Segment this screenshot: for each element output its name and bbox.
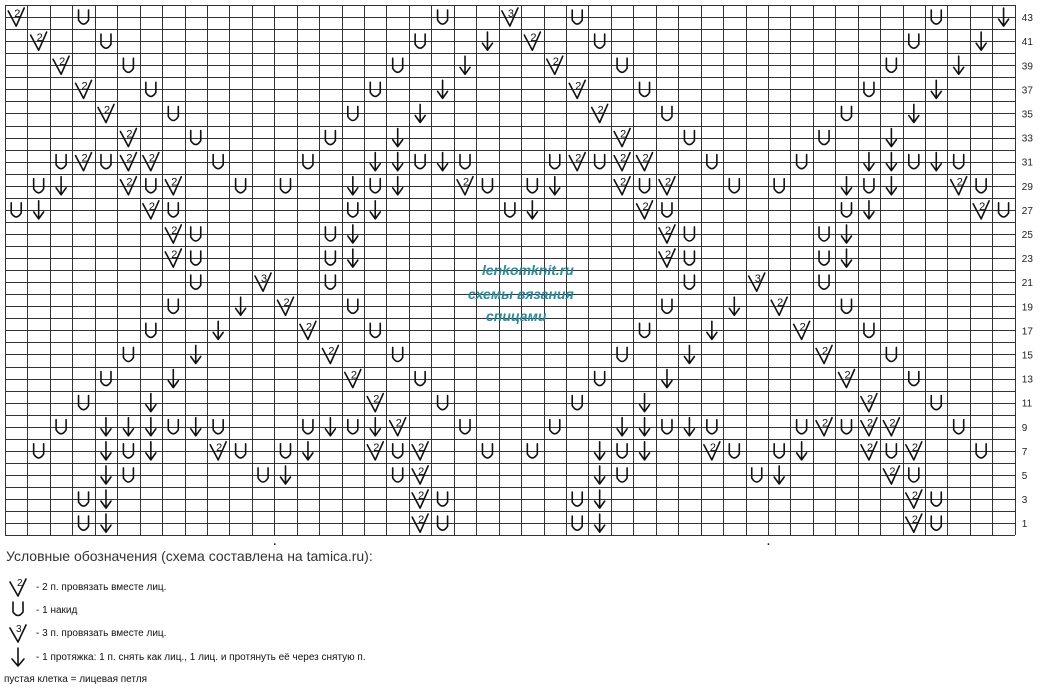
arrow-down-icon	[370, 418, 380, 436]
decrease-count-label: 2	[171, 249, 178, 261]
decrease-count-label: 2	[126, 176, 133, 189]
decrease-count-label: 2	[171, 176, 178, 189]
yarn-over-icon	[101, 155, 111, 169]
arrow-down-icon	[101, 466, 111, 484]
row-label: 27	[1021, 205, 1033, 217]
decrease-count-label: 2	[283, 297, 290, 310]
yarn-over-icon	[707, 420, 717, 434]
arrow-down-icon	[864, 201, 874, 219]
decrease-count-label: 2	[799, 321, 806, 334]
arrow-down-icon	[886, 153, 896, 171]
yarn-over-icon	[976, 444, 986, 458]
decrease-count-label: 2	[642, 200, 649, 213]
decrease-count-label: 2	[575, 80, 582, 93]
arrow-down-icon	[101, 418, 111, 436]
row-label: 33	[1021, 133, 1033, 145]
arrow-down-icon	[527, 201, 537, 219]
legend-item-k3tog	[6, 622, 166, 644]
yarn-over-icon	[819, 131, 829, 145]
arrow-down-icon	[146, 394, 156, 412]
decrease-count-label: 3	[507, 8, 515, 20]
decrease-count-label: 2	[911, 441, 918, 454]
decrease-count-label: 2	[418, 465, 425, 478]
yarn-over-icon	[236, 179, 246, 193]
row-label: 37	[1021, 85, 1033, 97]
yarn-over-icon	[213, 420, 223, 434]
yarn-over-icon	[438, 396, 448, 410]
arrow-down-icon	[886, 129, 896, 147]
row-label: 19	[1021, 302, 1033, 314]
yarn-over-icon	[617, 468, 627, 482]
yarn-over-icon	[886, 444, 896, 458]
row-label: 15	[1021, 350, 1033, 362]
arrow-down-icon	[595, 442, 605, 460]
row-label: 31	[1021, 157, 1033, 169]
decrease-count-label: 2	[709, 441, 716, 454]
decrease-count-label: 2	[81, 80, 88, 93]
row-label: 41	[1021, 37, 1033, 49]
yarn-over-icon	[393, 444, 403, 458]
row-label: 7	[1021, 446, 1028, 458]
decrease-count-label: 2	[664, 176, 672, 189]
arrow-down-icon	[842, 177, 852, 195]
decrease-count-label: 2	[620, 128, 627, 141]
yarn-over-icon	[707, 155, 717, 169]
row-label: 25	[1021, 229, 1033, 241]
arrow-down-icon	[146, 418, 156, 436]
arrow-down-icon	[640, 394, 650, 412]
yarn-over-icon	[393, 468, 403, 482]
yarn-over-icon	[617, 444, 627, 458]
yarn-over-icon	[79, 396, 89, 410]
yarn-over-icon	[954, 155, 964, 169]
arrow-down-icon	[640, 418, 650, 436]
yarn-over-icon	[505, 203, 515, 217]
arrow-down-icon	[146, 442, 156, 460]
decrease-count-label: 2	[216, 441, 223, 454]
decrease-count-label: 2	[59, 56, 66, 69]
yarn-over-icon	[281, 444, 291, 458]
row-label: 21	[1021, 278, 1033, 290]
yarn-over-icon	[348, 203, 358, 217]
yarn-over-icon	[976, 179, 986, 193]
yarn-over-icon	[550, 420, 560, 434]
decrease-count-label: 2	[664, 249, 672, 261]
arrow-down-icon	[123, 418, 133, 436]
yarn-over-icon	[729, 444, 739, 458]
decrease-count-label: 2	[889, 417, 896, 430]
row-label: 9	[1021, 422, 1028, 434]
arrow-down-icon	[303, 442, 313, 460]
decrease-count-label: 2	[979, 200, 986, 213]
yarn-over-icon	[482, 179, 492, 193]
yarn-over-icon	[460, 155, 470, 169]
yarn-over-icon	[774, 444, 784, 458]
yarn-over-icon	[460, 420, 470, 434]
arrow-down-icon	[684, 418, 694, 436]
arrow-down-icon	[6, 646, 30, 668]
yarn-over-icon	[819, 227, 829, 241]
decrease-count-label: 2	[148, 200, 155, 213]
yarn-over-icon	[415, 372, 425, 386]
decrease-count-label: 2	[597, 104, 604, 117]
arrow-down-icon	[842, 225, 852, 243]
arrow-down-icon	[325, 418, 335, 436]
arrow-down-icon	[774, 466, 784, 484]
decrease-count-label: 2	[328, 345, 335, 358]
yarn-over-icon	[56, 155, 66, 169]
row-label: 5	[1021, 470, 1028, 482]
row-label: 23	[1021, 254, 1033, 266]
yarn-over-icon	[662, 203, 672, 217]
decrease-count-label: 2	[620, 176, 627, 189]
arrow-down-icon	[797, 442, 807, 460]
arrow-down-icon	[393, 129, 403, 147]
decrease-count-label: 2	[81, 152, 88, 165]
legend-item-ssk	[6, 646, 366, 668]
yarn-over-icon	[34, 179, 44, 193]
decrease-count-label: 2	[373, 441, 380, 454]
arrow-down-icon	[662, 370, 672, 388]
arrow-down-icon	[348, 225, 358, 243]
yarn-over-icon	[258, 468, 268, 482]
yarn-over-icon	[6, 599, 30, 621]
yarn-over-icon	[909, 468, 919, 482]
arrow-down-icon	[393, 153, 403, 171]
legend-item-yo	[6, 599, 77, 621]
yarn-over-icon	[931, 396, 941, 410]
decrease-count-label: 2	[642, 152, 649, 165]
decrease-count-label: 2	[822, 417, 829, 430]
decrease-count-label: 2	[889, 465, 896, 478]
decrease-count-label: 2	[530, 32, 537, 45]
decrease-count-label: 3	[261, 273, 268, 286]
svg-text:2: 2	[17, 578, 23, 589]
yarn-over-icon	[168, 203, 178, 217]
decrease-count-label: 2	[822, 345, 829, 358]
yarn-over-icon	[236, 444, 246, 458]
arrow-down-icon	[101, 442, 111, 460]
yarn-over-icon	[864, 179, 874, 193]
legend-note: пустая клетка = лицевая петля	[4, 674, 148, 685]
yarn-over-icon	[213, 155, 223, 169]
row-label: 39	[1021, 61, 1033, 73]
arrow-down-icon	[886, 177, 896, 195]
decrease-count-label: 2	[14, 8, 21, 20]
decrease-count-label: 2	[395, 417, 402, 430]
legend-k3tog-text: - 3 п. провязать вместе лиц.	[36, 627, 167, 639]
decrease-count-label: 2	[866, 393, 874, 406]
arrow-down-icon	[168, 370, 178, 388]
arrow-down-icon	[550, 177, 560, 195]
decrease-count-label: 2	[552, 56, 559, 69]
arrow-down-icon	[56, 177, 66, 195]
legend-item-k2tog	[6, 576, 166, 598]
yarn-over-icon	[729, 179, 739, 193]
decrease-count-label: 2	[418, 514, 425, 527]
yarn-over-icon	[11, 203, 21, 217]
decrease-count-label: 2	[844, 369, 851, 382]
arrow-down-icon	[864, 153, 874, 171]
yarn-over-icon	[662, 420, 672, 434]
decrease-count-label: 2	[911, 514, 918, 527]
yarn-over-icon	[370, 179, 380, 193]
decrease-count-label: 2	[620, 152, 627, 165]
yarn-over-icon	[34, 444, 44, 458]
row-label: 11	[1021, 398, 1033, 410]
decrease-count-label: 2	[664, 224, 672, 237]
arrow-down-icon	[348, 177, 358, 195]
yarn-over-icon	[909, 372, 919, 386]
legend-ssk-text: - 1 протяжка: 1 п. снять как лиц., 1 лиц. и протянуть её через снятую п.	[36, 651, 366, 663]
watermark-line: схемы вязания	[468, 286, 574, 302]
yarn-over-icon	[123, 468, 133, 482]
legend-k2tog-text: - 2 п. провязать вместе лиц.	[36, 581, 167, 593]
yarn-over-icon	[797, 155, 807, 169]
row-label: 17	[1021, 326, 1033, 338]
yarn-over-icon	[101, 372, 111, 386]
yarn-over-icon	[774, 179, 784, 193]
arrow-down-icon	[191, 418, 201, 436]
yarn-over-icon	[123, 444, 133, 458]
arrow-down-icon	[640, 442, 650, 460]
yarn-over-icon	[527, 444, 537, 458]
yarn-over-icon	[281, 179, 291, 193]
arrow-down-icon	[34, 201, 44, 219]
yarn-over-icon	[595, 155, 605, 169]
watermark-line: спицами	[486, 308, 547, 324]
decrease-count-label: 2	[866, 441, 874, 454]
yarn-over-icon	[303, 155, 313, 169]
yarn-over-icon	[684, 227, 694, 241]
decrease-count-label: 2	[126, 128, 133, 141]
legend-title: Условные обозначения (схема составлена на tamica.ru):	[6, 548, 373, 564]
yarn-over-icon	[415, 155, 425, 169]
yarn-over-icon	[572, 396, 582, 410]
yarn-over-icon	[797, 420, 807, 434]
decrease-count-label: 2	[148, 152, 155, 165]
k3tog-icon	[6, 622, 30, 644]
decrease-count-label: 2	[463, 176, 470, 189]
yarn-over-icon	[999, 203, 1009, 217]
arrow-down-icon	[370, 201, 380, 219]
svg-text:3: 3	[16, 624, 22, 635]
arrow-down-icon	[617, 418, 627, 436]
yarn-over-icon	[348, 420, 358, 434]
yarn-over-icon	[325, 131, 335, 145]
yarn-over-icon	[325, 227, 335, 241]
yarn-over-icon	[595, 372, 605, 386]
row-label: 13	[1021, 374, 1033, 386]
yarn-over-icon	[550, 155, 560, 169]
row-label: 1	[1021, 519, 1028, 531]
yarn-over-icon	[56, 420, 66, 434]
decrease-count-label: 2	[350, 369, 357, 382]
yarn-over-icon	[842, 203, 852, 217]
decrease-count-label: 2	[171, 224, 178, 237]
watermark-line: lenkomknit.ru	[482, 262, 574, 278]
yarn-over-icon	[640, 179, 650, 193]
decrease-count-label: 2	[418, 441, 425, 454]
decrease-count-label: 2	[305, 321, 313, 334]
arrow-down-icon	[393, 177, 403, 195]
yarn-over-icon	[191, 227, 201, 241]
yarn-over-icon	[909, 155, 919, 169]
yarn-over-icon	[684, 131, 694, 145]
yarn-over-icon	[303, 420, 313, 434]
decrease-count-label: 2	[575, 152, 582, 165]
decrease-count-label: 2	[777, 297, 784, 310]
yarn-over-icon	[954, 420, 964, 434]
decrease-count-label: 2	[126, 152, 133, 165]
yarn-over-icon	[168, 420, 178, 434]
decrease-count-label: 2	[911, 490, 918, 502]
arrow-down-icon	[281, 466, 291, 484]
arrow-down-icon	[438, 153, 448, 171]
arrow-down-icon	[370, 153, 380, 171]
row-label: 3	[1021, 495, 1028, 507]
decrease-count-label: 2	[36, 32, 43, 45]
yarn-over-icon	[527, 179, 537, 193]
decrease-count-label: 2	[418, 490, 425, 502]
yarn-over-icon	[842, 420, 852, 434]
arrow-down-icon	[931, 153, 941, 171]
decrease-count-label: 2	[956, 176, 963, 189]
k2tog-icon	[6, 576, 30, 598]
decrease-count-label: 2	[866, 417, 874, 430]
decrease-count-label: 2	[103, 104, 111, 117]
yarn-over-icon	[146, 179, 156, 193]
row-label: 43	[1021, 13, 1033, 25]
yarn-over-icon	[191, 131, 201, 145]
yarn-over-icon	[482, 444, 492, 458]
arrow-down-icon	[595, 466, 605, 484]
decrease-count-label: 3	[754, 273, 761, 286]
yarn-over-icon	[752, 468, 762, 482]
repeat-bracket	[275, 543, 769, 545]
row-label: 29	[1021, 181, 1033, 193]
row-label: 35	[1021, 109, 1033, 121]
decrease-count-label: 2	[373, 393, 380, 406]
legend-yo-text: - 1 накид	[36, 604, 78, 616]
